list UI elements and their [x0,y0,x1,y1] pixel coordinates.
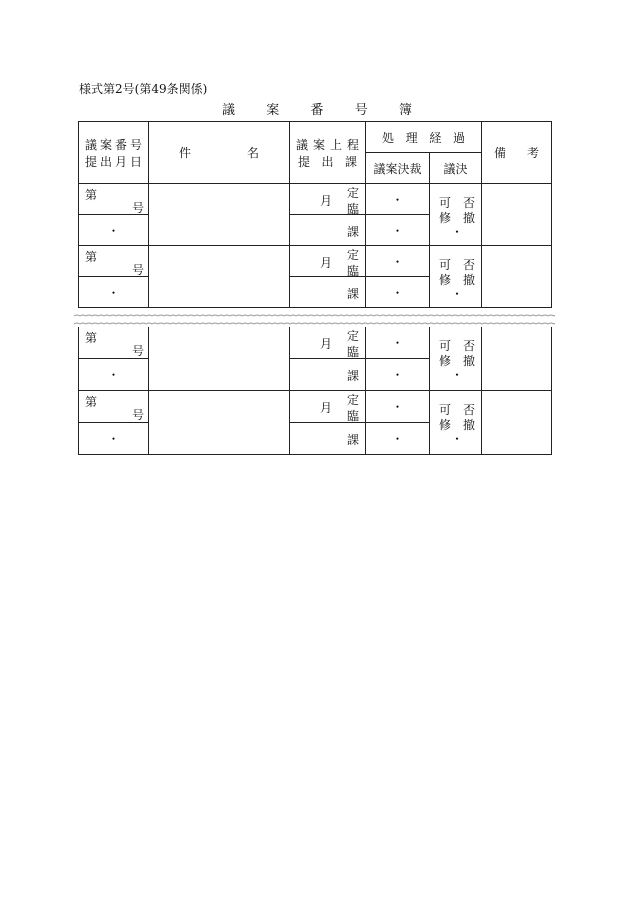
header-char: 号 [129,137,142,152]
label-ka: 課 [347,369,360,383]
table-row [79,391,552,423]
label-tsuki: 月 [320,194,333,208]
label-ka: 課 [347,287,360,301]
resolution-cell [430,391,482,455]
label-gou: 号 [132,263,145,277]
document-title [222,99,412,118]
header-char: 出 [321,154,334,169]
header-char: 経 [429,130,442,145]
register-table-top [78,121,551,308]
header-line [290,153,365,170]
label-tsuki: 月 [320,256,333,270]
register-table-bottom [78,326,551,455]
header-char: 理 [405,130,418,145]
header-line [79,153,148,170]
subject-cell[interactable] [149,246,290,308]
title-char: 議 [222,103,236,118]
section-cell [290,215,366,246]
label-ka: 可 [439,339,452,353]
approval-date-cell: ・ [366,246,430,277]
title-char: 番 [310,103,324,118]
label-dai: 第 [85,250,98,264]
label-rin: 臨 [347,345,360,359]
header-char: 課 [344,154,357,169]
table-row [79,327,552,359]
approval-date-cell: ・ [366,327,430,359]
submission-date-cell: ・ [79,423,149,455]
proposal-number-cell [79,327,149,359]
submission-date-cell: ・ [79,359,149,391]
label-ka: 可 [439,196,452,210]
label-ka: 課 [347,225,360,239]
header-line [366,129,481,146]
header-char: 上 [329,137,342,152]
header-processing [366,122,482,153]
table-break-wave [74,313,555,327]
header-char: 提 [85,154,98,169]
label-tei: 定 [347,248,360,262]
header-char: 考 [526,146,539,160]
header-char: 案 [99,137,112,152]
label-gou: 号 [132,201,145,215]
proposal-number-cell [79,184,149,215]
resolution-cell [430,327,482,391]
title-char: 簿 [398,103,412,118]
section-cell [290,359,366,391]
label-ka: 課 [347,433,360,447]
header-line [290,136,365,153]
subject-cell[interactable] [149,327,290,391]
label-rin: 臨 [347,264,360,278]
subject-cell[interactable] [149,391,290,455]
label-hi: 否 [463,403,476,417]
label-shu: 修 [439,418,452,432]
submission-date-cell: ・ [79,215,149,246]
resolution-cell [430,246,482,308]
header-char: 出 [99,154,112,169]
remarks-cell[interactable] [482,391,552,455]
session-cell [290,391,366,423]
section-cell [290,277,366,308]
label-shu: 修 [439,273,452,287]
label-tei: 定 [347,186,360,200]
header-char: 議 [296,137,309,152]
title-char: 号 [354,103,368,118]
header-subject [149,122,290,184]
header-char: 程 [346,137,359,152]
label-tei: 定 [347,329,360,343]
label-rin: 臨 [347,202,360,216]
header-char: 処 [382,130,395,145]
remarks-cell[interactable] [482,246,552,308]
label-tetsu: 撤 [463,273,476,287]
header-char: 議 [85,137,98,152]
header-char: 提 [298,154,311,169]
table-row [79,184,552,215]
label-shu: 修 [439,354,452,368]
header-char: 過 [452,130,465,145]
label-hi: 否 [463,196,476,210]
approval-date-cell: ・ [366,215,430,246]
header-remarks [482,122,552,184]
label-dot: ・ [451,287,464,301]
label-ka: 可 [439,258,452,272]
label-tetsu: 撤 [463,211,476,225]
label-tetsu: 撤 [463,418,476,432]
label-tsuki: 月 [320,337,333,351]
label-dot: ・ [451,432,464,446]
form-label: 様式第2号(第49条関係) [79,82,208,96]
header-approval: 議案決裁 [366,153,430,184]
header-proposal-number-date [79,122,149,184]
submission-date-cell: ・ [79,277,149,308]
label-tsuki: 月 [320,401,333,415]
subject-cell[interactable] [149,184,290,246]
label-dai: 第 [85,395,98,409]
label-dot: ・ [451,225,464,239]
label-hi: 否 [463,339,476,353]
header-submission-section [290,122,366,184]
header-char: 件 [179,146,192,160]
remarks-cell[interactable] [482,184,552,246]
section-cell [290,423,366,455]
header-resolution: 議決 [430,153,482,184]
label-rin: 臨 [347,409,360,423]
header-char: 備 [494,146,507,160]
label-gou: 号 [132,344,145,358]
proposal-number-cell [79,246,149,277]
approval-date-cell: ・ [366,391,430,423]
header-char: 番 [114,137,127,152]
approval-date-cell: ・ [366,359,430,391]
header-char: 日 [129,154,142,169]
table-row [79,246,552,277]
proposal-number-cell [79,391,149,423]
session-cell [290,184,366,215]
header-char: 名 [246,146,259,160]
approval-date-cell: ・ [366,184,430,215]
session-cell [290,246,366,277]
label-tetsu: 撤 [463,354,476,368]
wave-break-icon [74,313,555,327]
title-char: 案 [266,103,280,118]
label-shu: 修 [439,211,452,225]
session-cell [290,327,366,359]
label-ka: 可 [439,403,452,417]
label-tei: 定 [347,393,360,407]
approval-date-cell: ・ [366,277,430,308]
remarks-cell[interactable] [482,327,552,391]
header-line [79,136,148,153]
resolution-cell [430,184,482,246]
approval-date-cell: ・ [366,423,430,455]
header-char: 案 [312,137,325,152]
header-char: 月 [114,154,127,169]
label-dai: 第 [85,331,98,345]
label-dot: ・ [451,368,464,382]
label-hi: 否 [463,258,476,272]
label-gou: 号 [132,408,145,422]
label-dai: 第 [85,188,98,202]
